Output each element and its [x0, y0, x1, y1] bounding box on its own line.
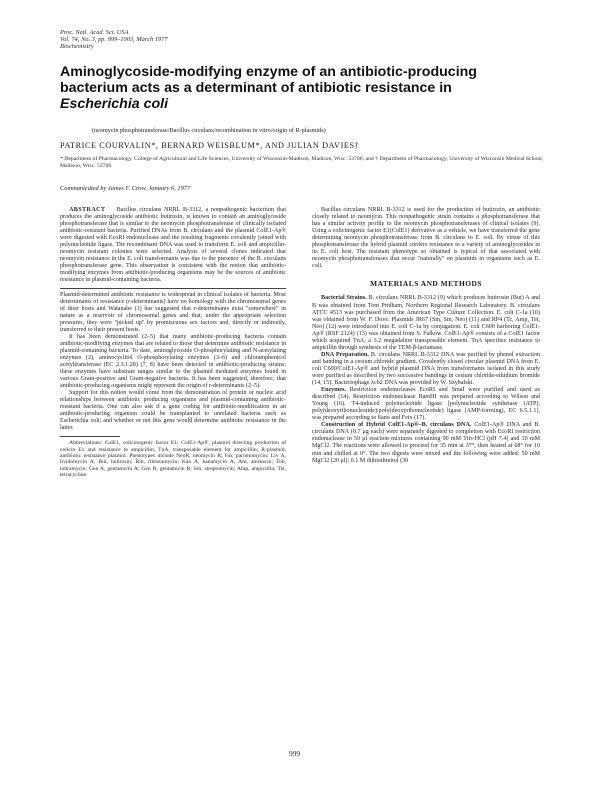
keywords: (neomycin phosphotransferase/Bacillus circulans/recombination in vitro/origin of R-plasmids) — [92, 127, 326, 134]
author-list: PATRICE COURVALIN*, BERNARD WEISBLUM*, AND JULIAN DAVIES† — [60, 141, 360, 150]
journal-name: Proc. Natl. Acad. Sci. USA — [60, 29, 129, 36]
volume-line: Vol. 74, No. 3, pp. 999–1003, March 1977 — [60, 36, 168, 44]
methods-strains-text: B. circulans NRRL B-3312 (9) which produces butirosin (But) A and B was obtained from Tom Pridham, Northern Regional Research Laboratory. B. circulans ATCC 4513 was purchased from the American Type Culture Collection. E. coli C-1a (10) was obtained from W. F. Dove. Plasmids JR67 (Sm, Sm, Neo) (11) and RP4 (Tc, Amp, Tet, Neo) (12) were introduced into E. coli C-1a by conjugation. E. coli C600 harboring ColE1-Ap® (RSF 2124) (13) was obtained from S. Falkow. ColE1-Ap® consists of a ColE1 factor which acquired TnA, a 3.2 megadalton transposable element. TnA specifies resistance to ampicillin through synthesis of the TEM-β-lactamase. — [312, 295, 540, 351]
methods-enzymes — [312, 387, 540, 422]
title-line-3: Escherichia coli — [60, 96, 169, 112]
methods-construction-head: Construction of Hybrid ColE1-Ap®–B. circulans DNA. — [321, 422, 472, 429]
methods-heading: MATERIALS AND METHODS — [370, 279, 482, 289]
methods-strains-head: Bacterial Strains. — [321, 295, 367, 302]
methods-dna — [312, 352, 540, 387]
abstract-text: Bacillus circulans NRRL B-3312, a nonpathogenic bacterium that produces the aminoglycoside antibiotic butirosin, is known to contain an aminoglycoside phosphotransferase that is similar to the neomycin phosphotransferase of clinically isolated antibiotic-resistant bacteria. Purified DNAs from B. circulans and the plasmid ColE1-Ap® were digested with EcoRI endonuclease and the resulting fragments covalently joined with polynucleotide ligase. The recombinant DNA was used to transform E. coli and ampicillin-neomycin resistant colonies were selected. Analysis of several clones indicated that neomycin resistance in the E. coli transformants was due to the presence of the B. circulans phosphotransferase gene. This observation is consistent with the notion that antibiotic-modifying enzymes from antibiotic-producing organisms may be the sources of antibiotic resistance in plasmid-containing bacteria. — [60, 207, 287, 284]
methods-dna-text: B. circulans NRRL B-3312 DNA was purified by phenol extraction and banding in a cesium chloride gradient. Covalently closed circular plasmid DNA from E. coli C600/ColE1-Ap® and hybrid plasmid DNA from transformants isolated in this study were purified as described by two successive bandings in cesium chloride-ethidium bromide (14, 15). Bacteriophage λcb2 DNA was provided by W. Szybalski. — [312, 351, 540, 387]
methods-construction — [312, 422, 540, 464]
methods-dna-head: DNA Preparation. — [321, 351, 369, 358]
intro-paragraph-4: Bacillus circulans NRRL B-3312 is used for the production of butirosin, an antibiotic closely related to neomycin. This nonpathogenic strain contains a phosphotransferase that has a similar activity profile to the neomycin phosphotransferases of clinical isolates (9). Using a colicinogenic factor E1(ColE1) derivative as a vehicle, we have transferred the gene determining neomycin phosphotransferase from B. circulans to E. coli. By virtue of this phosphotransferase the hybrid plasmid confers resistance to a variety of aminoglycosides in its E. coli host. The resistant phenotype so obtained is typical of that associated with neomycin phosphotransferases that occur "naturally" on plasmids in organisms such as E. coli. — [312, 207, 540, 270]
paper-title — [60, 64, 530, 112]
affiliations: * Department of Pharmacology, College of Agricultural and Life Sciences, University of Wisconsin-Madison, Madison, Wisc. 53706; and † Department of Pharmacology, University of Wisconsin Medical School, Madison, Wisc. 53706 — [60, 156, 544, 169]
intro-paragraph-2: It has been demonstrated (2–5) that many antibiotic-producing bacteria contain antibiotic-modifying enzymes that are related to those that determine antibiotic resistance in plasmid-containing bacteria. To date, aminoglycoside O-phosphorylating and N-acetylating enzymes (2), aminocyclitol O-phosphorylating enzymes (3–6) and chloramphenicol acetyltransferase (EC 2.3.1.28) (7, 8) have been detected in antibiotic-producing strains; these enzymes have substrate ranges similar to the plasmid mediated enzymes found in various Gram-positive and Gram-negative bacteria. It has been suggested, therefore, that antibiotic-producing organisms might represent the origin of r-determinants (2–5). — [60, 333, 286, 390]
right-column — [312, 207, 540, 465]
left-column — [60, 207, 286, 479]
section-label: Biochemistry — [60, 43, 94, 51]
title-line-2: bacterium acts as a determinant of antibiotic resistance in — [60, 80, 452, 96]
methods-construction-text: ColE1-Ap® DNA and B. circulans DNA (0.7 μg each) were separately digested to completion with EcoRI restriction endonuclease in 50 μl reaction mixtures containing 90 mM Tris-HCl (pH 7.4) and 10 mM MgCl2. The reactions were allowed to proceed for 35 min at 37°, then heated at 68° for 10 min and chilled at 0°. The two digests were mixed and the following were added: 50 mM MgCl2 (20 μl); 0.1 M dithiothreitol (30 — [312, 422, 540, 464]
footnote-divider — [60, 436, 120, 437]
title-line-1: Aminoglycoside-modifying enzyme of an antibiotic-producing — [60, 64, 477, 80]
abstract — [60, 207, 286, 285]
abstract-label: ABSTRACT — [69, 207, 106, 213]
intro-paragraph-1: Plasmid-determined antibiotic resistance is widespread in clinical isolates of bacteria. Most determinants of resistance (r-determinants) have no homology with the chromosomal genes of their hosts and Watanabe (1) has suggested that r-determinants exist "somewhere" in nature as a reservoir of chromosomal genes and that, under the appropriate selection pressures, they were "picked up" by promiscuous sex factors and, directly or indirectly, transferred to their present hosts. — [60, 291, 286, 333]
methods-strains — [312, 295, 540, 351]
intro-paragraph-3: Support for this notion would come from the demonstration of protein or nucleic acid relationships between antibiotic producing organisms and plasmid-containing antibiotic-resistant bacteria. One can also ask if a gene coding for antibiotic-modification in an antibiotic-producing organism could be transplanted to unrelated bacteria such as Escherichia coli; and whether or not this gene would determine antibiotic resistance in the latter. — [60, 390, 286, 432]
journal-header — [60, 29, 168, 51]
methods-enzymes-text: Restriction endonucleases EcoRI and SmaI were purified and used as described (14). Restriction endonuclease BamHI was prepared according to Wilson and Young (16). T4-induced polynucleotide ligase [polynucleotide synthetase (ATP), poly(deoxyribonucleotide):poly(deoxyribonucleotide) ligase (AMP-forming), EC 6.5.1.1], was prepared according to Sano and Feix (17). — [312, 387, 540, 422]
abstract-divider — [60, 288, 286, 289]
methods-enzymes-head: Enzymes. — [321, 387, 346, 394]
abbreviations-footnote: Abbreviations: ColE1, colicinogenic factor E1; ColE1-Ap®, plasmid directing production of colicin E1 and resistance to ampicillin; TnA, transposable element for ampicillin; R-plasmid, antibiotic resistance plasmid. Phenotypes include NeoR, neomycin R; Far, paromomycin; Liv A, lividomycin A; But, butirosin; Rib, ribostamycin; Kan A, kanamycin A; Am, amikacin; Tob, tobramycin; Gen A, gentamicin A; Gen B, gentamicin B; Sm, streptomycin; Amp, ampicillin; Tet, tetracycline. — [60, 440, 286, 479]
page-number: 999 — [289, 749, 301, 758]
communicated-by: Communicated by James F. Crow, January 6, 1977 — [60, 185, 191, 192]
